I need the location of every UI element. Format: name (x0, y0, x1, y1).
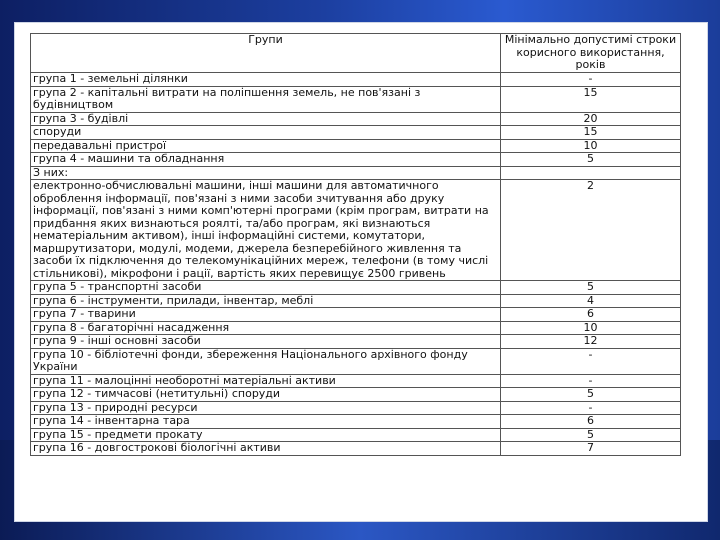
group-term-value: 5 (501, 388, 681, 402)
table-row (31, 428, 681, 442)
group-term-value: 12 (501, 335, 681, 349)
group-term-value: 10 (501, 321, 681, 335)
group-label: електронно-обчислювальні машини, інші машини для автоматичного оброблення інформації, пов'язані з ними засоби зчитування або друку інформації, пов'язані з ними комп'ютерні програми (крім програм, витрати на придбання яких визнаються роялті, та/або програм, які визнаються нематеріальним активом), інші інформаційні системи, комутатори, маршрутизатори, модулі, модеми, джерела безперебійного живлення та засоби їх підключення до телекомунікаційних мереж, телефони (в тому числі стільникові), мікрофони і рації, вартість яких перевищує 2500 гривень (31, 180, 501, 281)
group-label: група 3 - будівлі (31, 112, 501, 126)
depreciation-groups-table (30, 33, 681, 456)
group-term-value: 15 (501, 86, 681, 112)
table-row (31, 321, 681, 335)
table-row (31, 112, 681, 126)
group-term-value: 5 (501, 153, 681, 167)
table-row (31, 442, 681, 456)
group-term-value (501, 166, 681, 180)
group-term-value: 2 (501, 180, 681, 281)
table-row (31, 86, 681, 112)
table-row (31, 335, 681, 349)
table-row (31, 180, 681, 281)
group-term-value: - (501, 401, 681, 415)
group-term-value: 5 (501, 281, 681, 295)
group-label: група 10 - бібліотечні фонди, збереження Національного архівного фонду України (31, 348, 501, 374)
group-label: група 5 - транспортні засоби (31, 281, 501, 295)
table-row (31, 415, 681, 429)
table-row (31, 388, 681, 402)
group-term-value: 7 (501, 442, 681, 456)
group-label: група 9 - інші основні засоби (31, 335, 501, 349)
group-label: група 16 - довгострокові біологічні активи (31, 442, 501, 456)
group-label: З них: (31, 166, 501, 180)
group-term-value: 5 (501, 428, 681, 442)
table-row (31, 281, 681, 295)
group-term-value: 10 (501, 139, 681, 153)
column-header-groups: Групи (31, 34, 501, 73)
group-label: група 7 - тварини (31, 308, 501, 322)
group-term-value: - (501, 348, 681, 374)
group-term-value: 15 (501, 126, 681, 140)
group-label: споруди (31, 126, 501, 140)
group-label: група 1 - земельні ділянки (31, 73, 501, 87)
group-term-value: 6 (501, 308, 681, 322)
group-label: група 15 - предмети прокату (31, 428, 501, 442)
table-row (31, 166, 681, 180)
group-label: група 6 - інструменти, прилади, інвентар, меблі (31, 294, 501, 308)
group-label: група 4 - машини та обладнання (31, 153, 501, 167)
group-term-value: - (501, 73, 681, 87)
group-label: група 2 - капітальні витрати на поліпшення земель, не пов'язані з будівництвом (31, 86, 501, 112)
group-term-value: - (501, 374, 681, 388)
group-term-value: 6 (501, 415, 681, 429)
group-label: група 14 - інвентарна тара (31, 415, 501, 429)
table-row (31, 348, 681, 374)
group-label: передавальні пристрої (31, 139, 501, 153)
table-row (31, 153, 681, 167)
group-term-value: 20 (501, 112, 681, 126)
table-row (31, 374, 681, 388)
group-label: група 13 - природні ресурси (31, 401, 501, 415)
table-row (31, 126, 681, 140)
column-header-term: Мінімально допустимі строки корисного використання, років (501, 34, 681, 73)
group-label: група 11 - малоцінні необоротні матеріальні активи (31, 374, 501, 388)
group-term-value: 4 (501, 294, 681, 308)
group-label: група 12 - тимчасові (нетитульні) споруди (31, 388, 501, 402)
table-row (31, 73, 681, 87)
group-label: група 8 - багаторічні насадження (31, 321, 501, 335)
table-row (31, 139, 681, 153)
table-row (31, 308, 681, 322)
table-row (31, 401, 681, 415)
table-row (31, 294, 681, 308)
table-header-row (31, 34, 681, 73)
